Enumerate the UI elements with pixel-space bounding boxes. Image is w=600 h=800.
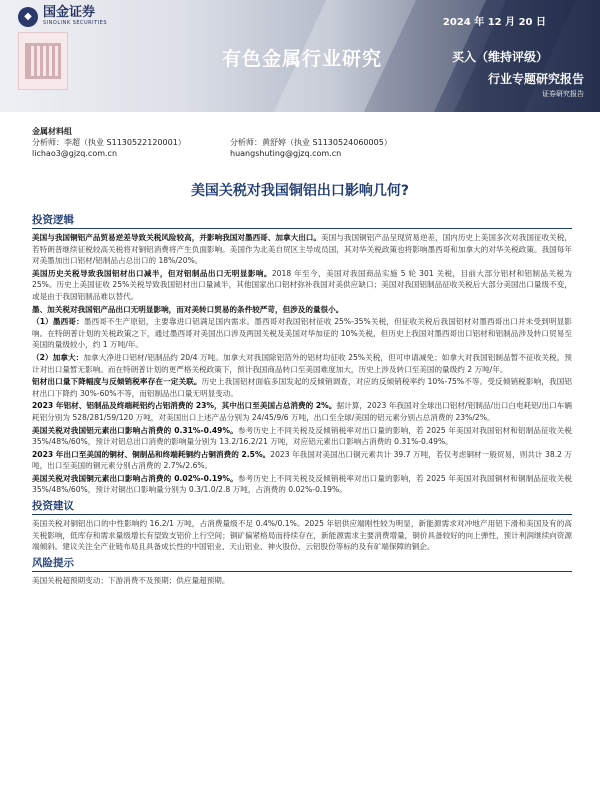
sector-label: 金属材料组: [32, 127, 72, 136]
analyst-1-email[interactable]: lichao3@gjzq.com.cn: [32, 149, 118, 158]
analyst-1-name: 分析师：李超（执业 S1130522120001）: [32, 138, 186, 147]
qr-code-icon: [18, 32, 68, 90]
logo-icon: ◆: [18, 7, 38, 27]
paragraph: 2023 年铝材、铝制品及终端耗铝约占铝消费的 23%，其中出口至美国占总消费的 2%。据计算，2023 年我国对全球出口铝材/铝制品/出口白电耗铝/出口车辆耗铝分别为 528/281/59/120 万吨，对美国出口上述产品分别为 24/45/9/6 万吨，出口至全球/美国的铝元素分别占总消费的 23%/2%。: [32, 401, 572, 422]
logo-en-text: SINOLINK SECURITIES: [43, 20, 107, 26]
analyst-2-email[interactable]: huangshuting@gjzq.com.cn: [230, 149, 342, 158]
analyst-2-name: 分析师：黄舒婷（执业 S1130524060005）: [230, 138, 392, 147]
logo-cn-text: 国金证券: [43, 5, 96, 20]
paragraph: 2023 年出口至美国的铜材、铜制品和终端耗铜约占铜消费的 2.5%。2023 年我国对美国出口铜元素共计 39.7 万吨，若仅考虑铜材一般贸易，则共计 38.2 万吨，出口至美国的铜元素分别占消费的 2.7%/2.6%。: [32, 449, 572, 471]
analyst-1: [32, 137, 212, 159]
report-body: [32, 210, 572, 587]
paragraph: 美国关税对铜铝出口的中性影响约 16.2/1 万吨，占消费量级不足 0.4%/0.1%。2025 年铝供应端刚性较为明显，新能源需求对冲地产用铝下滑和美国及有的高关税影响，低库存和需求量级增长有望致支铝价上行空间；铜矿偏紧格局而持续存在，新能源需求主要消费增量，铜价具备较好的向上弹性，预计利润继续向资源端倾斜。建议关注全产业链布局且具备成长性的中国铝业、天山铝业、神火股份、云铝股份等标的及有矿端保障的铜企。: [32, 519, 572, 552]
paragraph: （2）加拿大：加拿大净进口铝材/铝制品约 20/4 万吨。加拿大对我国除铝箔外的铝材均征收 25%关税，但可申请减免；如拿大对我国铝制品暂不征收关税，预计对出口量暂无影响。而在特朗普计划的更严格关税政策下，预计我国商品转口至美国难度加大，历史上涉及转口至美国的量级约 2 万吨/年。: [32, 352, 572, 374]
company-logo: [18, 6, 107, 27]
paragraph: 美国关税对我国铝元素出口影响占消费的 0.31%-0.49%。参考历史上不同关税及反倾销税率对出口量的影响，若 2025 年美国对我国铝材和铝制品征收关税 35%/48%/60%，预计对铝总出口消费的影响量分别为 13.2/16.2/21 万吨，对应铝元素出口影响占消费的 0.31%-0.49%。: [32, 425, 573, 447]
paragraph: （1）墨西哥：墨西哥不生产原铝，主要靠进口铝满足国内需求。墨西哥对我国铝材征收 25%-35%关税，但征收关税后我国铝材对墨西哥出口并未受到明显影响。在特朗普计划的关税政策之下，通过墨西哥对美国出口涉及两国关税及美国对华加征的 10%关税，但历史上我国对墨西哥出口铝材和铝制品涉及转口贸易至美国的量级较小，约 1 万吨/年。: [32, 317, 572, 350]
paragraph: 美国历史关税导致我国铝材出口减半，但对铝制品出口无明显影响。2018 年至今，美国对我国商品实施 5 轮 301 关税，目前大部分铝材和铝制品关税为 25%。历史上美国征收 25%关税导致我国铝材出口量减半，其他国家出口铝材弥补我国对美供应缺口；美国对我国铝制品征收关税后大部分美国出口量级不变，或是由于我国铝制品难以替代。: [32, 268, 573, 301]
document-title: 美国关税对我国铜铝出口影响几何?: [190, 183, 410, 199]
analyst-info: [32, 126, 572, 159]
section-heading-advice: 投资建议: [32, 498, 572, 515]
report-date: 2024 年 12 月 20 日: [442, 17, 546, 28]
report-header-banner: [0, 0, 600, 112]
paragraph: 美国与我国铜铝产品贸易逆差导致关税风险较高，并影响我国对墨西哥、加拿大出口。美国与我国铜铝产品呈现贸易逆差，国内历史上美国多次对我国征收关税，若特朗普继续征税较高关税将对铜铝消费将产生负面影响。美国作为北美自贸区主导成员国，其对华关税政策也将影响墨西哥和加拿大的对华关税政策。我国每年对美墨加出口铝材/铝制品占总出口的 18%/20%。: [32, 233, 572, 266]
paragraph: 美国关税超预期变动；下游消费不及预期；供应量超预期。: [32, 575, 230, 585]
report-type: 行业专题研究报告: [487, 72, 584, 86]
report-industry-title: 有色金属行业研究: [222, 48, 383, 70]
section-heading-logic: 投资逻辑: [32, 212, 572, 229]
analyst-2: [230, 137, 450, 159]
rating-label: 买入（维持评级）: [451, 50, 548, 64]
paragraph: 墨、加关税对我国铝产品出口无明显影响，而对美转口贸易的条件较严苛，但涉及的量很小。: [32, 304, 344, 314]
paragraph: 美国关税对我国铜元素出口影响占消费的 0.02%-0.19%。参考历史上不同关税及反倾销税率对出口量的影响，若 2025 年美国对我国铜材和铜制品征收关税 35%/48%/60%，预计对铜出口影响量分别为 0.3/1.0/2.8 万吨，占消费的 0.02%-0.19%。: [32, 473, 573, 495]
section-heading-risk: 风险提示: [32, 555, 572, 572]
paragraph: 铝材出口量下降幅度与反倾销税率存在一定关联。历史上我国铝材面临多国发起的反倾销调查，对应的反倾销税率约 10%-75%不等。受反倾销税影响，我国铝材出口下降约 30%-60%不等，而铝制品出口量无明显变动。: [32, 377, 572, 398]
report-dept: 证券研究报告: [542, 90, 584, 98]
